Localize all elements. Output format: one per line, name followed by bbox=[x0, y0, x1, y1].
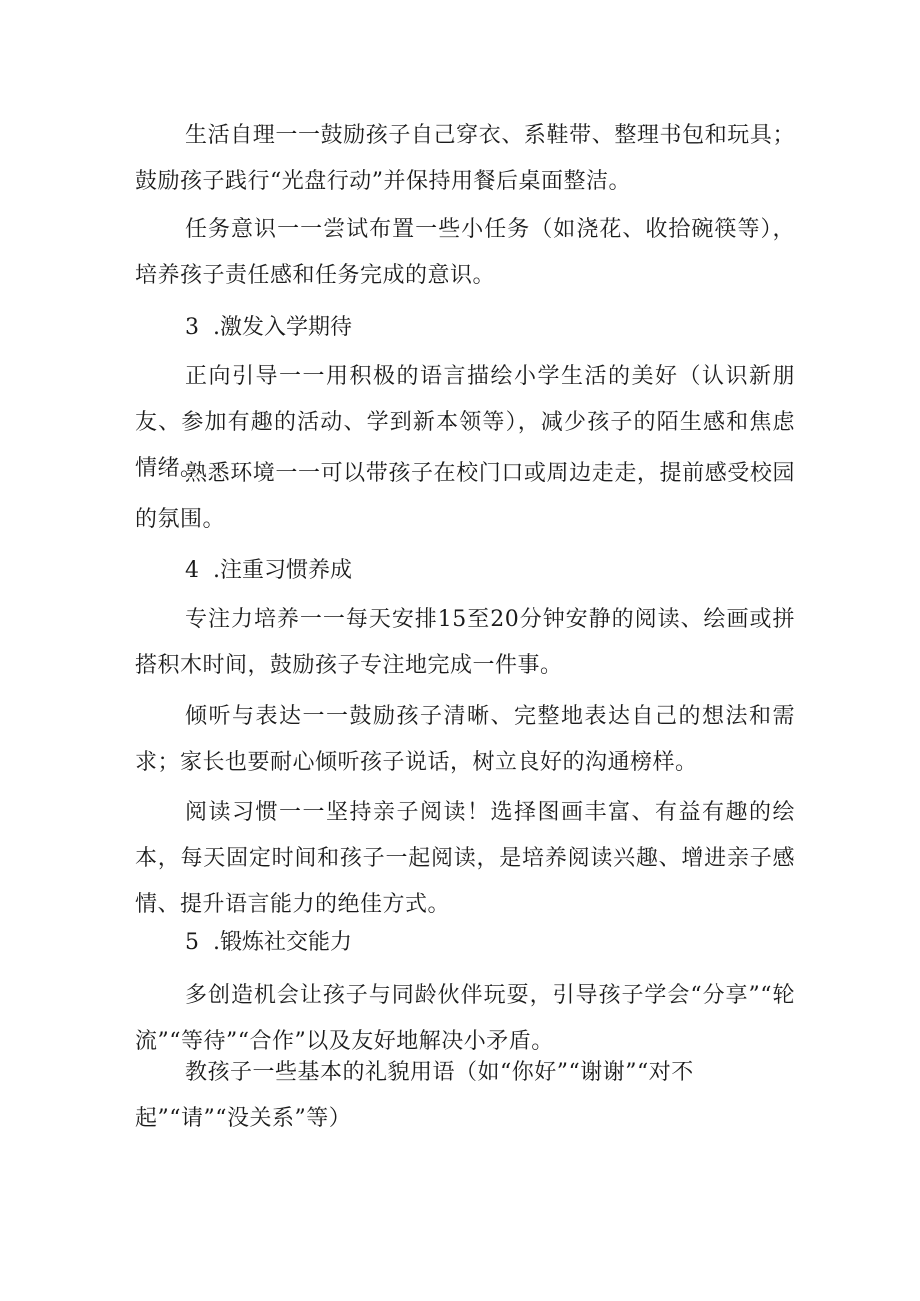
paragraph-focus-training: 专注力培养一一每天安排15至20分钟安静的阅读、绘画或拼搭积木时间，鼓励孩子专注地完成一件事。 bbox=[135, 607, 795, 678]
section-number: 3 bbox=[185, 315, 199, 340]
section-title: .激发入学期待 bbox=[213, 315, 352, 340]
section-heading-3 bbox=[185, 313, 352, 343]
section-number: 5 bbox=[185, 930, 199, 955]
paragraph-life-self-care: 生活自理一一鼓励孩子自己穿衣、系鞋带、整理书包和玩具；鼓励孩子践行“光盘行动”并保持用餐后桌面整洁。 bbox=[135, 123, 795, 194]
paragraph-task-awareness: 任务意识一一尝试布置一些小任务（如浇花、收拾碗筷等），培养孩子责任感和任务完成的意识。 bbox=[135, 217, 795, 288]
paragraph-reading-habit: 阅读习惯一一坚持亲子阅读！选择图画丰富、有益有趣的绘本，每天固定时间和孩子一起阅读，是培养阅读兴趣、增进亲子感情、提升语言能力的绝佳方式。 bbox=[135, 800, 795, 917]
paragraph-line: 起”“请”“没关系”等） bbox=[135, 1106, 352, 1131]
paragraph-line: 教孩子一些基本的礼貌用语（如“你好”“谢谢”“对不 bbox=[185, 1060, 694, 1085]
section-title: .注重习惯养成 bbox=[213, 558, 352, 583]
section-title: .锻炼社交能力 bbox=[213, 930, 352, 955]
paragraph-listening-expression: 倾听与表达一一鼓励孩子清晰、完整地表达自己的想法和需求；家长也要耐心倾听孩子说话，树立良好的沟通榜样。 bbox=[135, 704, 795, 775]
section-heading-4 bbox=[185, 556, 352, 586]
paragraph-familiar-environment: 熟悉环境一一可以带孩子在校门口或周边走走，提前感受校园的氛围。 bbox=[135, 461, 795, 532]
section-heading-5 bbox=[185, 928, 352, 958]
paragraph-social-play: 多创造机会让孩子与同龄伙伴玩耍，引导孩子学会“分享”“轮流”“等待”“合作”以及友好地解决小矛盾。 bbox=[135, 983, 795, 1054]
paragraph-positive-guidance: 正向引导一一用积极的语言描绘小学生活的美好（认识新朋友、参加有趣的活动、学到新本领等），减少孩子的陌生感和焦虑情绪。 bbox=[135, 364, 795, 481]
paragraph-polite-words bbox=[135, 1050, 795, 1142]
section-number: 4 bbox=[185, 558, 199, 583]
